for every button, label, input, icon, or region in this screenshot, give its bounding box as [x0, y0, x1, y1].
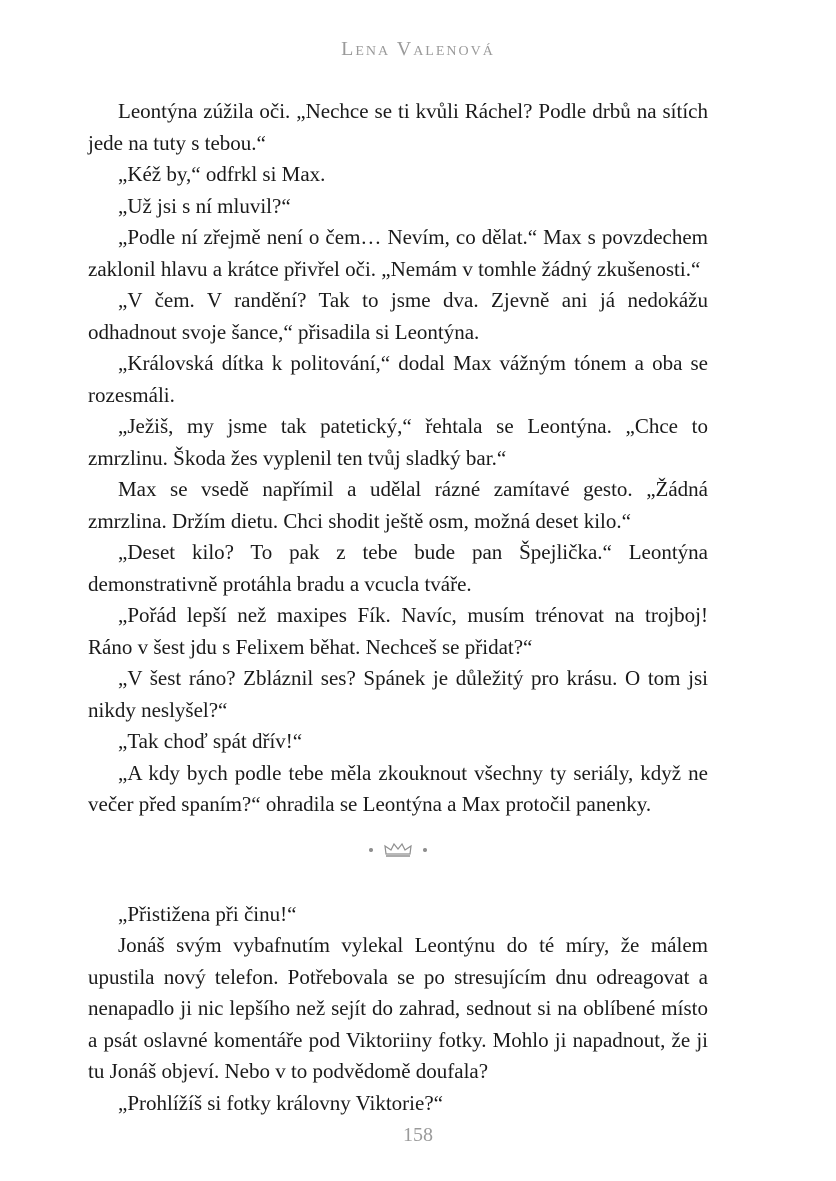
paragraph: „Přistižena při činu!“ [118, 901, 297, 926]
paragraph: Jonáš svým vybafnutím vylekal Leontýnu do té míry, že málem upustila nový telefon. Potřebovala se po stresujícím dnu odreagovat a nenapadlo ji nic lepšího než sejít do zahrad, sednout si na oblíbené místo a psát oslavné komentáře pod Viktoriiny fotky. Mohlo ji napadnout, že ji tu Jonáš objeví. Nebo v to podvědomě doufala? [88, 933, 708, 1083]
paragraph: „V čem. V randění? Tak to jsme dva. Zjevně ani já nedokážu odhadnout svoje šance,“ přisadila si Leontýna. [88, 288, 708, 344]
paragraph: „A kdy bych podle tebe měla zkouknout všechny ty seriály, když ne večer před spaním?“ ohradila se Leontýna a Max protočil panenky. [88, 760, 708, 816]
page-number: 158 [403, 1124, 433, 1146]
section-break-ornament [88, 831, 708, 869]
section-2 [88, 899, 708, 1120]
crown-icon [383, 842, 413, 858]
paragraph: „Královská dítka k politování,“ dodal Max vážným tónem a oba se rozesmáli. [88, 351, 708, 407]
paragraph: „Podle ní zřejmě není o čem… Nevím, co dělat.“ Max s povzdechem zaklonil hlavu a krátce přivřel oči. „Nemám v tomhle žádný zkušenosti.“ [88, 225, 708, 281]
ornament-dot-left [369, 848, 373, 852]
paragraph: „V šest ráno? Zbláznil ses? Spánek je důležitý pro krásu. O tom jsi nikdy neslyšel?“ [88, 666, 708, 722]
paragraph: „Už jsi s ní mluvil?“ [118, 193, 291, 218]
paragraph: „Ježiš, my jsme tak patetický,“ řehtala se Leontýna. „Chce to zmrzlinu. Škoda žes vyplenil ten tvůj sladký bar.“ [88, 414, 708, 470]
main-text [88, 96, 708, 1119]
section-1 [88, 96, 708, 821]
paragraph: „Tak choď spát dřív!“ [118, 729, 303, 753]
paragraph: „Pořád lepší než maxipes Fík. Navíc, musím trénovat na trojboj! Ráno v šest jdu s Felixem běhat. Nechceš se přidat?“ [88, 603, 708, 659]
ornament-dot-right [423, 848, 427, 852]
running-head-author: Lena Valenová [341, 38, 495, 60]
paragraph: „Prohlížíš si fotky královny Viktorie?“ [118, 1090, 443, 1115]
paragraph: Leontýna zúžila oči. „Nechce se ti kvůli Ráchel? Podle drbů na sítích jede na tuty s tebou.“ [88, 99, 708, 155]
paragraph: Max se vsedě napřímil a udělal rázné zamítavé gesto. „Žádná zmrzlina. Držím dietu. Chci shodit ještě osm, možná deset kilo.“ [88, 477, 708, 533]
paragraph: „Deset kilo? To pak z tebe bude pan Špejlička.“ Leontýna demonstrativně protáhla bradu a vcucla tváře. [88, 540, 708, 596]
paragraph: „Kéž by,“ odfrkl si Max. [118, 162, 326, 186]
